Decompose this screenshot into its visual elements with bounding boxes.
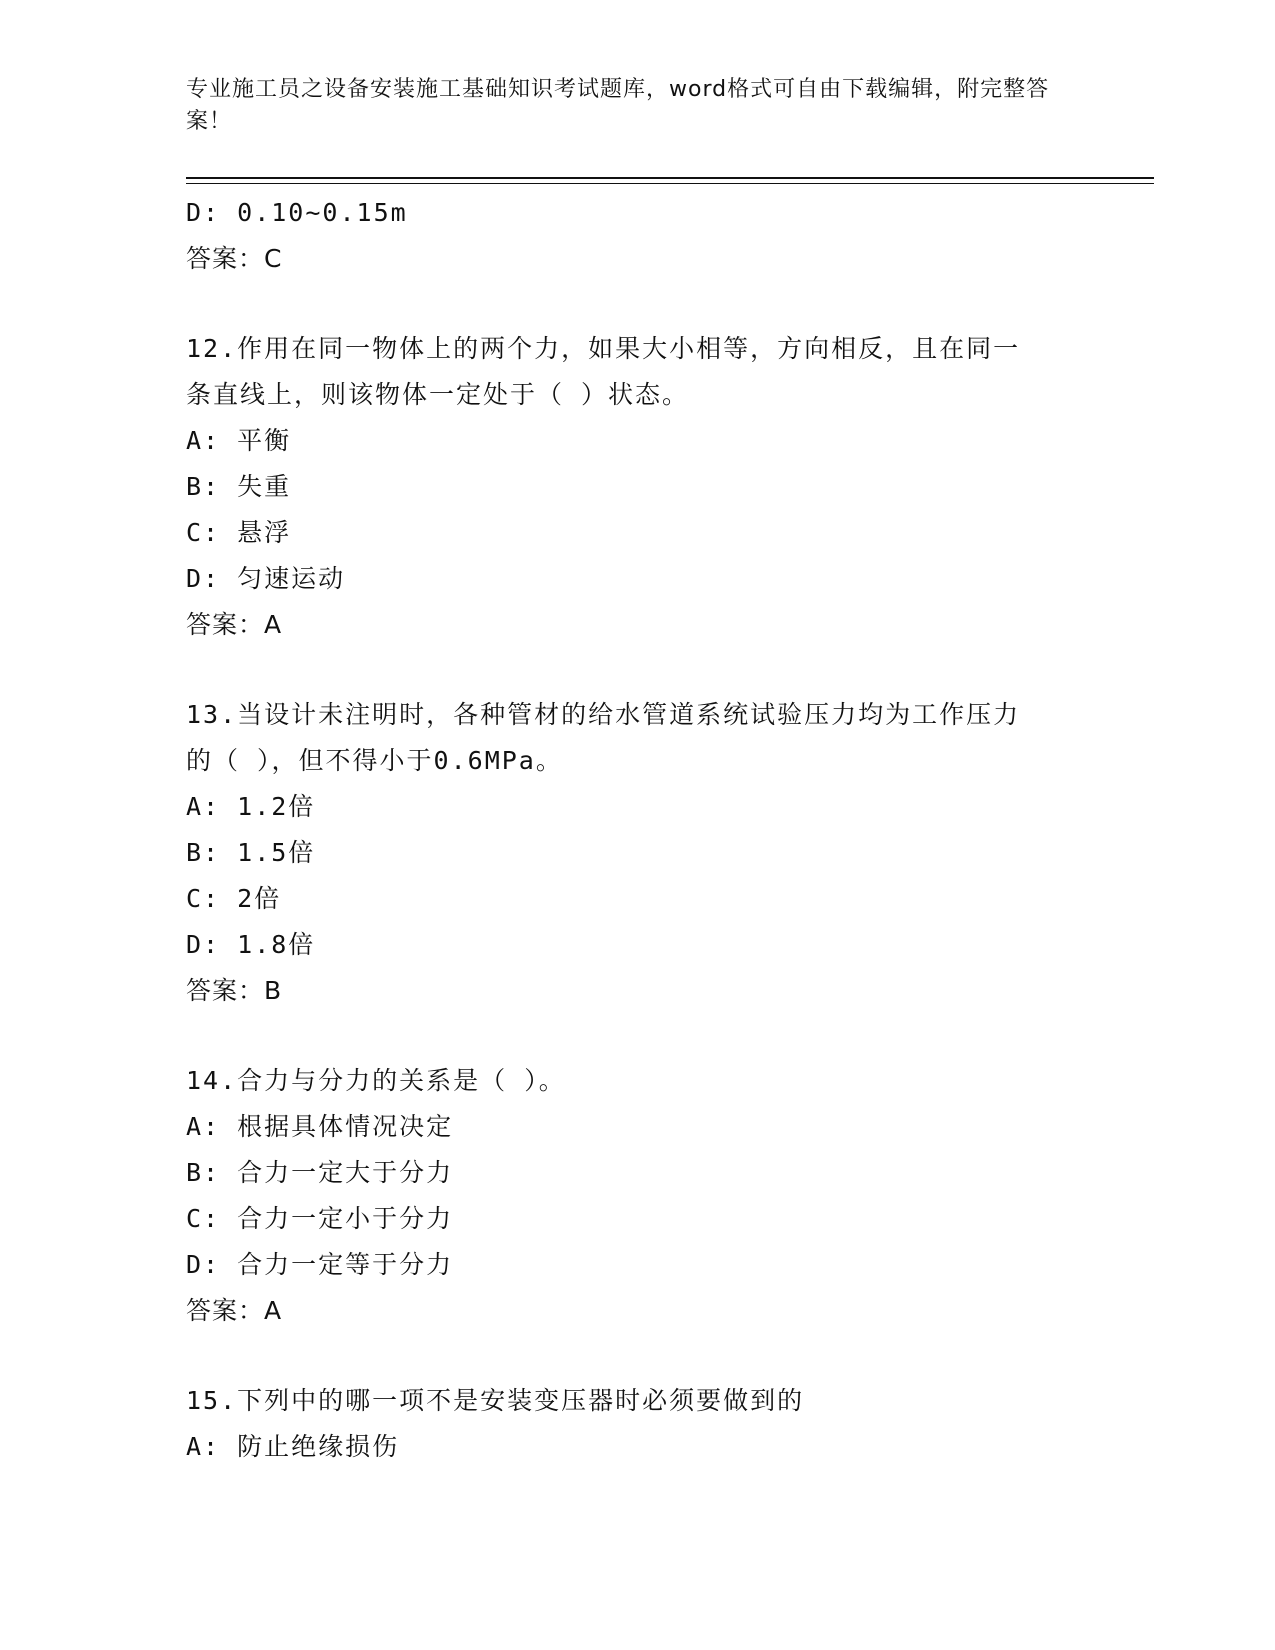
answer-line: 答案：A bbox=[186, 1296, 283, 1325]
header-divider-thin bbox=[186, 183, 1154, 184]
option-b: B: 合力一定大于分力 bbox=[186, 1158, 454, 1187]
option-c: C: 悬浮 bbox=[186, 518, 292, 547]
answer-line: 答案：B bbox=[186, 976, 283, 1005]
question-stem: 15.下列中的哪一项不是安装变压器时必须要做到的 bbox=[186, 1386, 805, 1415]
option-b: B: 1.5倍 bbox=[186, 838, 316, 867]
option-d: D: 合力一定等于分力 bbox=[186, 1250, 454, 1279]
question-15 bbox=[186, 1378, 1086, 1470]
question-13 bbox=[186, 692, 1086, 1014]
header-divider-thick bbox=[186, 177, 1154, 179]
option-c: C: 合力一定小于分力 bbox=[186, 1204, 454, 1233]
option-b: B: 失重 bbox=[186, 472, 292, 501]
option-d: D: 匀速运动 bbox=[186, 564, 346, 593]
option-a: A: 根据具体情况决定 bbox=[186, 1112, 454, 1141]
page-header: 专业施工员之设备安装施工基础知识考试题库，word格式可自由下载编辑，附完整答案！ bbox=[186, 77, 1050, 134]
question-14 bbox=[186, 1058, 1086, 1334]
question-11-continuation bbox=[186, 190, 1086, 282]
question-stem: 13.当设计未注明时，各种管材的给水管道系统试验压力均为工作压力 bbox=[186, 700, 1021, 729]
question-stem: 12.作用在同一物体上的两个力，如果大小相等，方向相反，且在同一 bbox=[186, 334, 1021, 363]
option-a: A: 防止绝缘损伤 bbox=[186, 1432, 400, 1461]
question-12 bbox=[186, 326, 1086, 648]
question-stem: 的（ ），但不得小于0.6MPa。 bbox=[186, 746, 563, 775]
option-d: D: 0.10~0.15m bbox=[186, 198, 408, 227]
question-stem: 14.合力与分力的关系是（ ）。 bbox=[186, 1066, 566, 1095]
option-c: C: 2倍 bbox=[186, 884, 282, 913]
option-a: A: 1.2倍 bbox=[186, 792, 316, 821]
document-body bbox=[186, 190, 1086, 1470]
answer-line: 答案：C bbox=[186, 244, 283, 273]
question-stem: 条直线上，则该物体一定处于（ ）状态。 bbox=[186, 380, 690, 409]
option-d: D: 1.8倍 bbox=[186, 930, 316, 959]
option-a: A: 平衡 bbox=[186, 426, 292, 455]
answer-line: 答案：A bbox=[186, 610, 283, 639]
